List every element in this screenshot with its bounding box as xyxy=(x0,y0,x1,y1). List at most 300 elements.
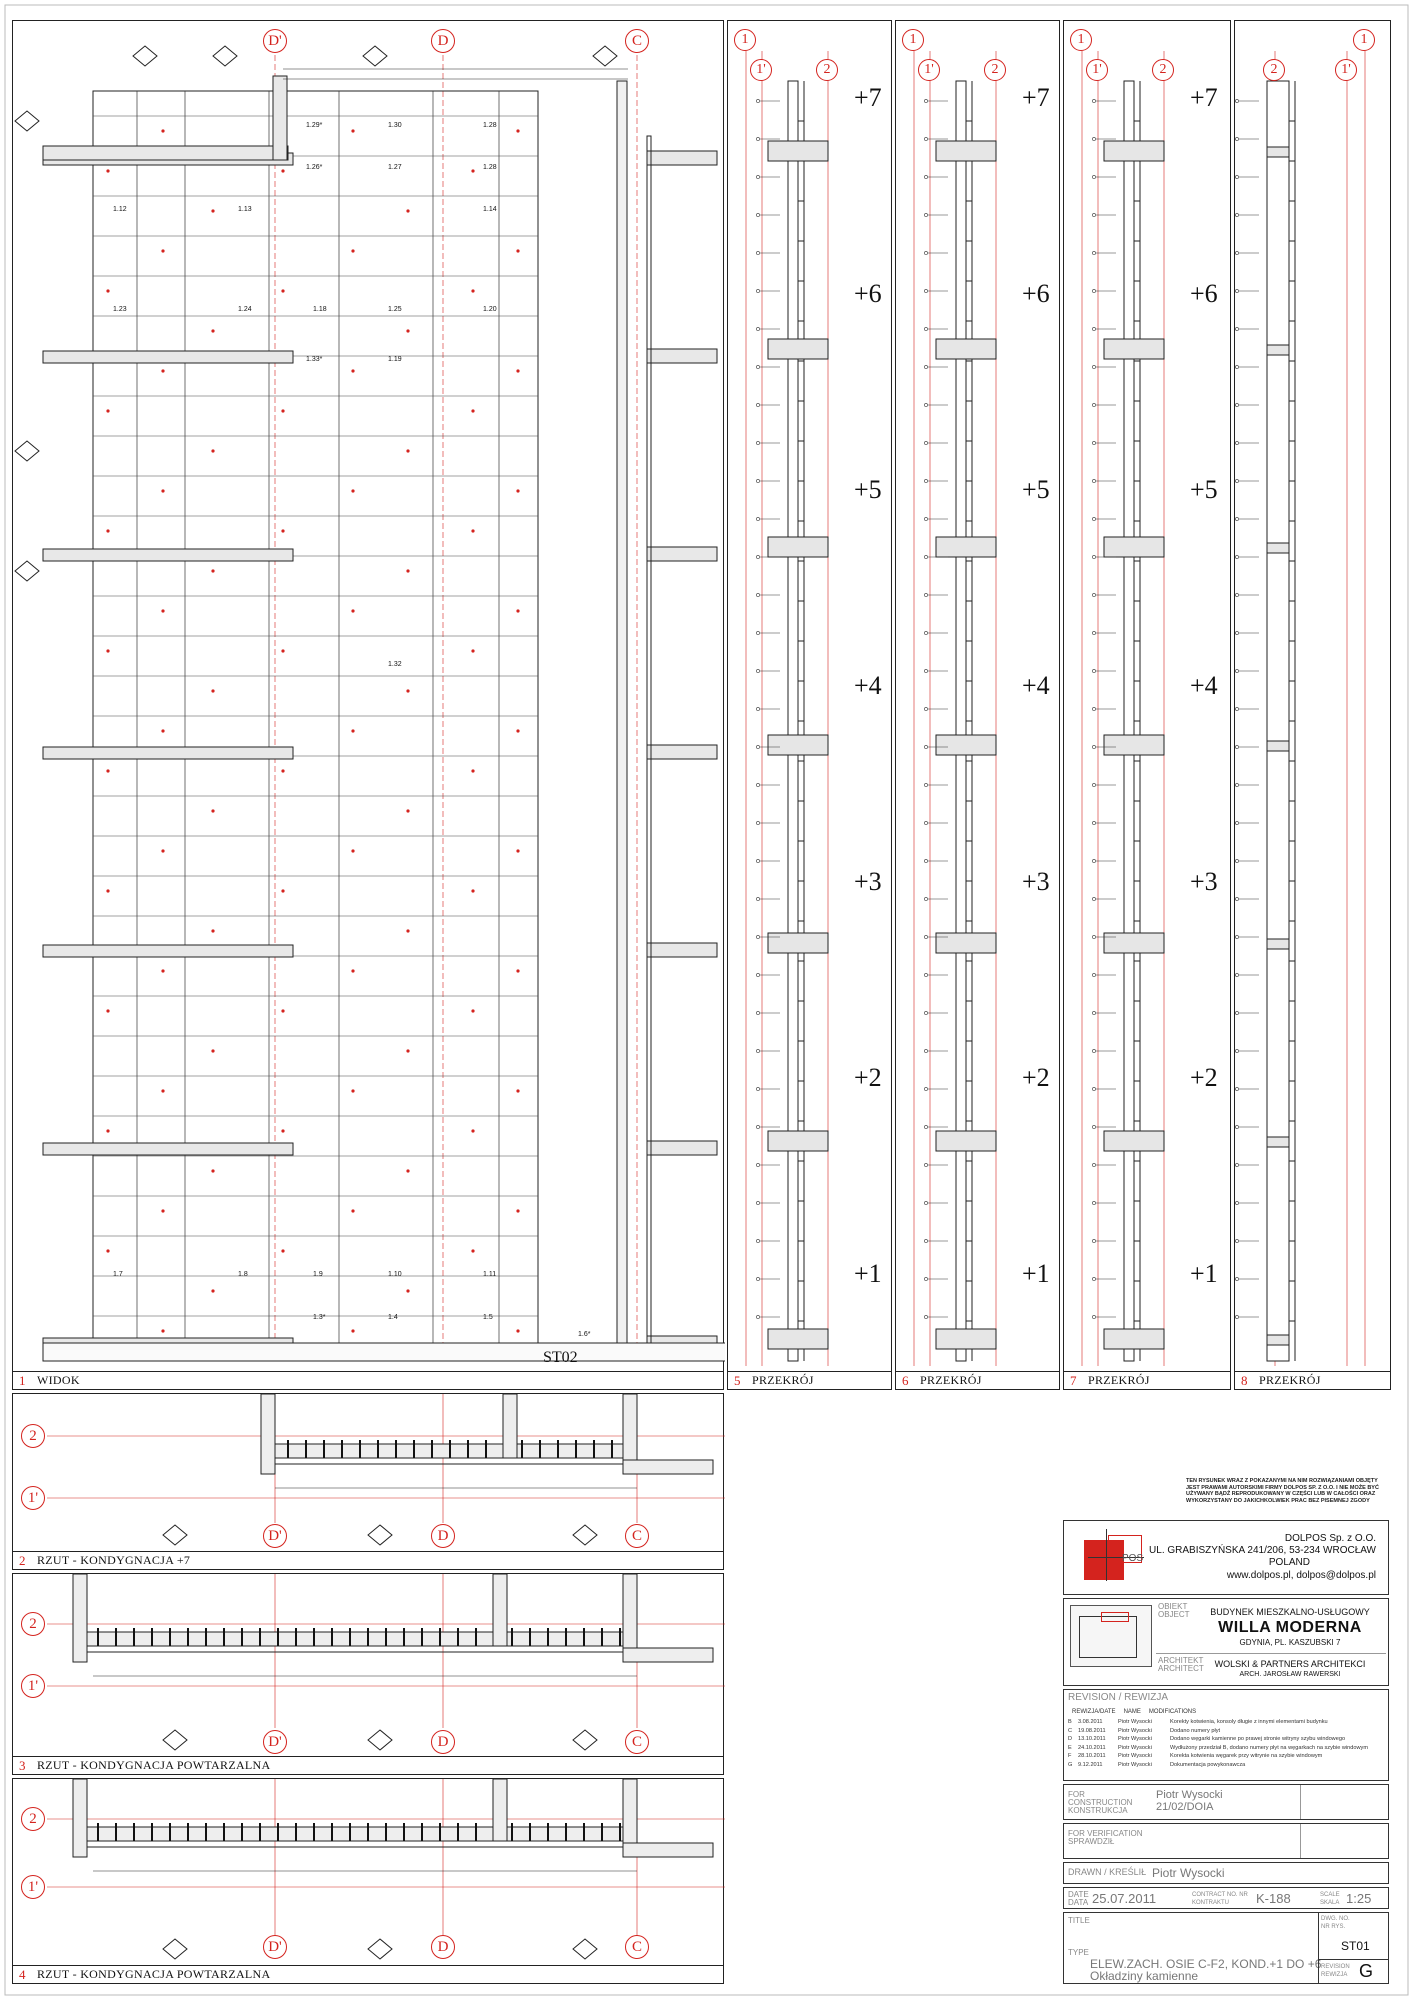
level-marker xyxy=(15,111,39,131)
panel-mark: 1.10 xyxy=(388,1271,402,1278)
construction-sig xyxy=(1300,1785,1301,1819)
anchor-dot xyxy=(471,1009,474,1012)
floor-slab-right xyxy=(647,547,717,561)
revision-row xyxy=(1068,1727,1368,1736)
axis-d-prime: D' xyxy=(263,29,287,53)
axis-2: 2 xyxy=(21,1807,45,1831)
level-dot xyxy=(756,1125,759,1128)
anchor-dot xyxy=(106,769,109,772)
level-dot xyxy=(1092,289,1095,292)
view-plan-3-label xyxy=(13,1756,723,1774)
anchor-dot xyxy=(211,1049,214,1052)
anchor-dot xyxy=(471,529,474,532)
level-dot xyxy=(1092,783,1095,786)
level-dot xyxy=(756,707,759,710)
view-section-6 xyxy=(895,20,1060,1390)
anchor-dot xyxy=(106,1129,109,1132)
revision-cell-text: B xyxy=(1068,1719,1072,1725)
revision-cell-text: Piotr Wysocki xyxy=(1118,1744,1152,1751)
view-section-7-label xyxy=(1064,1371,1230,1389)
anchor-dot xyxy=(516,1329,519,1332)
project-name: WILLA MODERNA xyxy=(1218,1619,1362,1636)
company-logo xyxy=(1084,1535,1144,1579)
axis-1-prime: 1' xyxy=(918,59,940,81)
axis-1-prime: 1' xyxy=(1086,59,1108,81)
level-label: +7 xyxy=(1022,83,1050,112)
level-label: +1 xyxy=(1022,1259,1050,1288)
level-dot xyxy=(924,99,927,102)
level-dot xyxy=(1092,1277,1095,1280)
anchor-dot xyxy=(471,649,474,652)
level-dot xyxy=(1235,289,1238,292)
anchor-dot xyxy=(351,369,354,372)
level-dot xyxy=(756,175,759,178)
revision-cell-text: 9.12.2011 xyxy=(1078,1761,1103,1768)
level-dot xyxy=(1092,555,1095,558)
anchor-dot xyxy=(406,809,409,812)
anchor-dot xyxy=(281,409,284,412)
anchor-dot xyxy=(351,1329,354,1332)
floor-slab xyxy=(768,735,828,755)
revision-cell-text: 13.10.2011 xyxy=(1078,1736,1106,1742)
anchor-dot xyxy=(406,689,409,692)
view-widok-label xyxy=(13,1371,723,1389)
level-label: +5 xyxy=(854,475,882,504)
panel-mark: 1.5 xyxy=(483,1314,493,1321)
anchor-dot xyxy=(471,1129,474,1132)
level-dot xyxy=(1235,1201,1238,1204)
slab-edge xyxy=(1267,939,1289,949)
anchor-dot xyxy=(106,889,109,892)
level-dot xyxy=(1092,935,1095,938)
view-number: 2 xyxy=(19,1553,26,1568)
level-dot xyxy=(1235,365,1238,368)
revision-rows xyxy=(1068,1718,1368,1769)
level-dot xyxy=(1092,1011,1095,1014)
axis-1: 1 xyxy=(1353,29,1375,51)
anchor-dot xyxy=(161,849,164,852)
section-marker xyxy=(163,1525,187,1545)
level-dot xyxy=(1092,1239,1095,1242)
level-dot xyxy=(756,783,759,786)
level-dot xyxy=(1235,213,1238,216)
level-dot xyxy=(1092,175,1095,178)
revision-cell-text: G xyxy=(1068,1761,1073,1768)
anchor-dot xyxy=(211,209,214,212)
view-section-6-label xyxy=(896,1371,1059,1389)
revision-cell-text: E xyxy=(1068,1744,1072,1751)
anchor-dot xyxy=(351,969,354,972)
construction-label: FOR CONSTRUCTION KONSTRUKCJA xyxy=(1068,1790,1133,1815)
panel-mark: 1.9 xyxy=(313,1271,323,1278)
level-dot xyxy=(1235,327,1238,330)
level-dot xyxy=(924,479,927,482)
level-dot xyxy=(756,669,759,672)
level-label: +1 xyxy=(1190,1259,1218,1288)
company-name: DOLPOS Sp. z O.O. xyxy=(1284,1533,1376,1544)
revision-cell-text: Piotr Wysocki xyxy=(1118,1736,1152,1742)
level-label: +3 xyxy=(1190,867,1218,896)
axis-1-prime: 1' xyxy=(21,1674,45,1698)
level-dot xyxy=(1092,707,1095,710)
level-dot xyxy=(1235,517,1238,520)
level-marker xyxy=(15,561,39,581)
anchor-dot xyxy=(471,769,474,772)
section-marker xyxy=(573,1525,597,1545)
level-dot xyxy=(756,365,759,368)
slab-edge xyxy=(1267,741,1289,751)
view-number: 6 xyxy=(902,1373,909,1388)
level-dot xyxy=(1235,555,1238,558)
st02-label: ST02 xyxy=(543,1349,578,1366)
view-section-5 xyxy=(727,20,892,1390)
revision-cell-text: C xyxy=(1068,1727,1073,1734)
axis-2: 2 xyxy=(21,1424,45,1448)
level-dot xyxy=(1092,1049,1095,1052)
section-marker xyxy=(163,1939,187,1959)
anchor-dot xyxy=(516,969,519,972)
anchor-dot xyxy=(161,249,164,252)
level-dot xyxy=(1235,479,1238,482)
anchor-dot xyxy=(281,769,284,772)
anchor-dot xyxy=(471,289,474,292)
company-country: POLAND xyxy=(1268,1557,1310,1568)
panel-mark: 1.30 xyxy=(388,122,402,129)
panel-mark: 1.19 xyxy=(388,356,402,363)
revision-header-row xyxy=(1068,1708,1200,1716)
anchor-dot xyxy=(516,729,519,732)
revision-cell-text: Piotr Wysocki xyxy=(1118,1727,1152,1734)
axis-2: 2 xyxy=(984,59,1006,81)
anchor-dot xyxy=(406,1289,409,1292)
axis-d-prime: D' xyxy=(263,1730,287,1754)
section-marker xyxy=(368,1730,392,1750)
level-dot xyxy=(1235,441,1238,444)
axis-d: D xyxy=(431,29,455,53)
axis-d: D xyxy=(431,1935,455,1959)
floor-slab xyxy=(43,945,293,957)
revision-cell-text: Dodano numery płyt xyxy=(1170,1727,1221,1734)
revision-cell-text: Piotr Wysocki xyxy=(1118,1761,1152,1768)
level-dot xyxy=(756,517,759,520)
anchor-dot xyxy=(471,1249,474,1252)
anchor-dot xyxy=(516,849,519,852)
section-marker xyxy=(368,1939,392,1959)
elevation-drawing xyxy=(13,21,725,1373)
anchor-dot xyxy=(106,649,109,652)
axis-2: 2 xyxy=(816,59,838,81)
level-dot xyxy=(924,821,927,824)
panel-mark: 1.8 xyxy=(238,1271,248,1278)
revision-row xyxy=(1068,1735,1368,1744)
level-dot xyxy=(924,441,927,444)
parapet-wall xyxy=(273,76,287,160)
scale-value: 1:25 xyxy=(1346,1891,1372,1906)
anchor-dot xyxy=(281,1009,284,1012)
level-dot xyxy=(756,99,759,102)
axis-1-prime: 1' xyxy=(21,1486,45,1510)
wall-layer xyxy=(788,81,798,1361)
level-label: +7 xyxy=(1190,83,1218,112)
company-contact: www.dolpos.pl, dolpos@dolpos.pl xyxy=(1226,1570,1376,1581)
level-dot xyxy=(756,859,759,862)
floor-slab xyxy=(768,1131,828,1151)
verification-label: FOR VERIFICATION SPRAWDZIŁ xyxy=(1068,1829,1143,1846)
anchor-dot xyxy=(281,289,284,292)
level-dot xyxy=(756,327,759,330)
revision-table xyxy=(1068,1708,1200,1716)
wall-plan xyxy=(83,1632,633,1646)
level-dot xyxy=(1235,935,1238,938)
axis-c: C xyxy=(625,1524,649,1548)
view-title: RZUT - KONDYGNACJA POWTARZALNA xyxy=(37,1758,271,1772)
level-dot xyxy=(1092,669,1095,672)
anchor-dot xyxy=(281,529,284,532)
anchor-dot xyxy=(351,1209,354,1212)
anchor-dot xyxy=(161,1329,164,1332)
revision-box xyxy=(1063,1689,1389,1781)
wall-layer xyxy=(956,81,966,1361)
panel-mark: 1.14 xyxy=(483,206,497,213)
anchor-dot xyxy=(106,529,109,532)
level-dot xyxy=(1092,973,1095,976)
level-dot xyxy=(1235,251,1238,254)
view-number: 5 xyxy=(734,1373,741,1388)
section-marker xyxy=(133,46,157,66)
level-dot xyxy=(756,745,759,748)
slab-edge xyxy=(1267,147,1289,157)
floor-slab xyxy=(1104,339,1164,359)
level-label: +4 xyxy=(854,671,882,700)
floor-slab xyxy=(1104,735,1164,755)
slab-edge xyxy=(1267,543,1289,553)
level-dot xyxy=(1092,1315,1095,1318)
anchor-dot xyxy=(351,729,354,732)
level-dot xyxy=(1235,1049,1238,1052)
column-plan-left xyxy=(73,1574,87,1662)
site-building xyxy=(1079,1616,1137,1658)
level-dot xyxy=(1235,973,1238,976)
verification-sig xyxy=(1300,1824,1301,1858)
level-dot xyxy=(756,973,759,976)
level-dot xyxy=(1092,517,1095,520)
floor-slab xyxy=(1104,933,1164,953)
wall-layer xyxy=(1267,81,1289,1361)
level-dot xyxy=(756,479,759,482)
slab-edge xyxy=(1267,1137,1289,1147)
anchor-dot xyxy=(281,889,284,892)
level-dot xyxy=(1235,1011,1238,1014)
anchor-dot xyxy=(351,609,354,612)
anchor-dot xyxy=(516,369,519,372)
section-marker xyxy=(163,1730,187,1750)
level-dot xyxy=(1235,1125,1238,1128)
level-dot xyxy=(1235,1087,1238,1090)
anchor-dot xyxy=(211,929,214,932)
building-type: BUDYNEK MIESZKALNO-USŁUGOWY xyxy=(1210,1607,1370,1617)
level-dot xyxy=(1092,479,1095,482)
level-dot xyxy=(756,897,759,900)
level-dot xyxy=(756,935,759,938)
floor-slab xyxy=(1104,1131,1164,1151)
panel-mark: 1.33* xyxy=(306,356,323,363)
anchor-dot xyxy=(281,649,284,652)
anchor-dot xyxy=(516,1209,519,1212)
level-label: +6 xyxy=(854,279,882,308)
panel-mark: 1.28 xyxy=(483,122,497,129)
level-label: +5 xyxy=(1022,475,1050,504)
level-dot xyxy=(924,745,927,748)
roof-slab xyxy=(43,146,288,160)
wall-return xyxy=(623,1843,713,1857)
wall-plan xyxy=(83,1827,633,1841)
project-divider xyxy=(1156,1653,1386,1654)
construction-box xyxy=(1063,1784,1389,1820)
revision-row xyxy=(1068,1718,1368,1727)
level-label: +6 xyxy=(1190,279,1218,308)
verification-box xyxy=(1063,1823,1389,1859)
revision-cell-text: Korekta kotwienia węgarek przy witrynie na szybie windowym xyxy=(1170,1753,1323,1759)
level-dot xyxy=(924,935,927,938)
construction-value2: 21/02/DOIA xyxy=(1156,1801,1214,1813)
level-dot xyxy=(756,137,759,140)
level-dot xyxy=(924,1049,927,1052)
floor-slab-right xyxy=(647,349,717,363)
level-dot xyxy=(1092,365,1095,368)
level-dot xyxy=(924,365,927,368)
level-dot xyxy=(1235,745,1238,748)
level-dot xyxy=(924,707,927,710)
level-label: +5 xyxy=(1190,475,1218,504)
view-title: RZUT - KONDYGNACJA +7 xyxy=(37,1553,191,1567)
anchor-dot xyxy=(351,249,354,252)
object-label: OBIEKT OBJECT xyxy=(1158,1602,1190,1619)
axis-c: C xyxy=(625,1935,649,1959)
level-dot xyxy=(924,517,927,520)
level-dot xyxy=(756,631,759,634)
view-plan-3 xyxy=(12,1573,724,1775)
anchor-dot xyxy=(211,1289,214,1292)
level-dot xyxy=(1235,593,1238,596)
logo-cross-v xyxy=(1106,1529,1107,1581)
site-thumbnail xyxy=(1070,1605,1152,1667)
level-dot xyxy=(1235,821,1238,824)
anchor-dot xyxy=(406,209,409,212)
view-title: PRZEKRÓJ xyxy=(1259,1373,1321,1387)
level-dot xyxy=(924,213,927,216)
title-label: TITLE xyxy=(1068,1916,1090,1925)
level-dot xyxy=(1235,1163,1238,1166)
view-widok xyxy=(12,20,724,1390)
revision-cell-text: D xyxy=(1068,1736,1073,1742)
anchor-dot xyxy=(161,729,164,732)
view-section-8-label xyxy=(1235,1371,1390,1389)
revision-cell xyxy=(1318,1959,1389,1983)
floor-slab xyxy=(43,351,293,363)
anchor-dot xyxy=(106,1009,109,1012)
anchor-dot xyxy=(351,849,354,852)
level-dot xyxy=(1235,403,1238,406)
floor-slab xyxy=(768,339,828,359)
revision-title: REVISION / REWIZJA xyxy=(1068,1692,1169,1703)
anchor-dot xyxy=(516,249,519,252)
level-dot xyxy=(1092,897,1095,900)
revision-cell-text: Korekty kotwienia, konsoly długie z innymi elementami budynku xyxy=(1170,1719,1328,1725)
anchor-dot xyxy=(516,129,519,132)
level-dot xyxy=(1235,1315,1238,1318)
anchor-dot xyxy=(161,1089,164,1092)
anchor-dot xyxy=(161,489,164,492)
anchor-dot xyxy=(406,449,409,452)
floor-slab xyxy=(1104,141,1164,161)
revision-cell-text: Wydłużony przedział B, dodano numery płyt na węgarkach na szybie windowym xyxy=(1170,1744,1369,1751)
level-dot xyxy=(1235,707,1238,710)
anchor-dot xyxy=(106,409,109,412)
level-dot xyxy=(924,631,927,634)
level-dot xyxy=(1092,1125,1095,1128)
right-wall xyxy=(617,81,627,1351)
view-number: 4 xyxy=(19,1967,26,1982)
title-type-box xyxy=(1063,1912,1389,1984)
axis-2: 2 xyxy=(21,1612,45,1636)
anchor-dot xyxy=(281,1249,284,1252)
level-label: +1 xyxy=(854,1259,882,1288)
anchor-dot xyxy=(106,169,109,172)
level-dot xyxy=(1235,897,1238,900)
floor-slab xyxy=(1104,1329,1164,1349)
level-label: +7 xyxy=(854,83,882,112)
panel-mark: 1.18 xyxy=(313,306,327,313)
company-address: UL. GRABISZYŃSKA 241/206, 53-234 WROCŁAW xyxy=(1149,1545,1376,1556)
level-dot xyxy=(1092,631,1095,634)
floor-slab xyxy=(1104,537,1164,557)
anchor-dot xyxy=(211,809,214,812)
view-section-5-label xyxy=(728,1371,891,1389)
anchor-dot xyxy=(211,449,214,452)
panel-mark: 1.27 xyxy=(388,164,402,171)
wall-return xyxy=(623,1460,713,1474)
column-plan-mid xyxy=(493,1779,507,1841)
anchor-dot xyxy=(516,609,519,612)
level-dot xyxy=(924,175,927,178)
anchor-dot xyxy=(516,1089,519,1092)
revision-cell-text: 28.10.2011 xyxy=(1078,1753,1106,1759)
date-box xyxy=(1063,1887,1389,1909)
revision-cell-text: 3.08.2011 xyxy=(1078,1719,1103,1725)
plan-drawing xyxy=(13,1394,725,1553)
anchor-dot xyxy=(161,369,164,372)
level-dot xyxy=(1092,403,1095,406)
drawn-value: Piotr Wysocki xyxy=(1152,1866,1225,1880)
dwg-cell xyxy=(1318,1913,1389,1960)
revision-header: NAME xyxy=(1123,1709,1141,1715)
plan-drawing xyxy=(13,1574,725,1758)
floor-slab xyxy=(768,537,828,557)
revision-row xyxy=(1068,1752,1368,1761)
anchor-dot xyxy=(351,489,354,492)
view-number: 7 xyxy=(1070,1373,1077,1388)
floor-slab-right xyxy=(647,745,717,759)
column-plan-mid xyxy=(493,1574,507,1646)
column-plan-left xyxy=(261,1394,275,1474)
level-label: +3 xyxy=(854,867,882,896)
anchor-dot xyxy=(211,689,214,692)
anchor-dot xyxy=(106,1249,109,1252)
axis-c: C xyxy=(625,29,649,53)
level-dot xyxy=(924,1315,927,1318)
level-dot xyxy=(924,1201,927,1204)
view-title: RZUT - KONDYGNACJA POWTARZALNA xyxy=(37,1967,271,1981)
